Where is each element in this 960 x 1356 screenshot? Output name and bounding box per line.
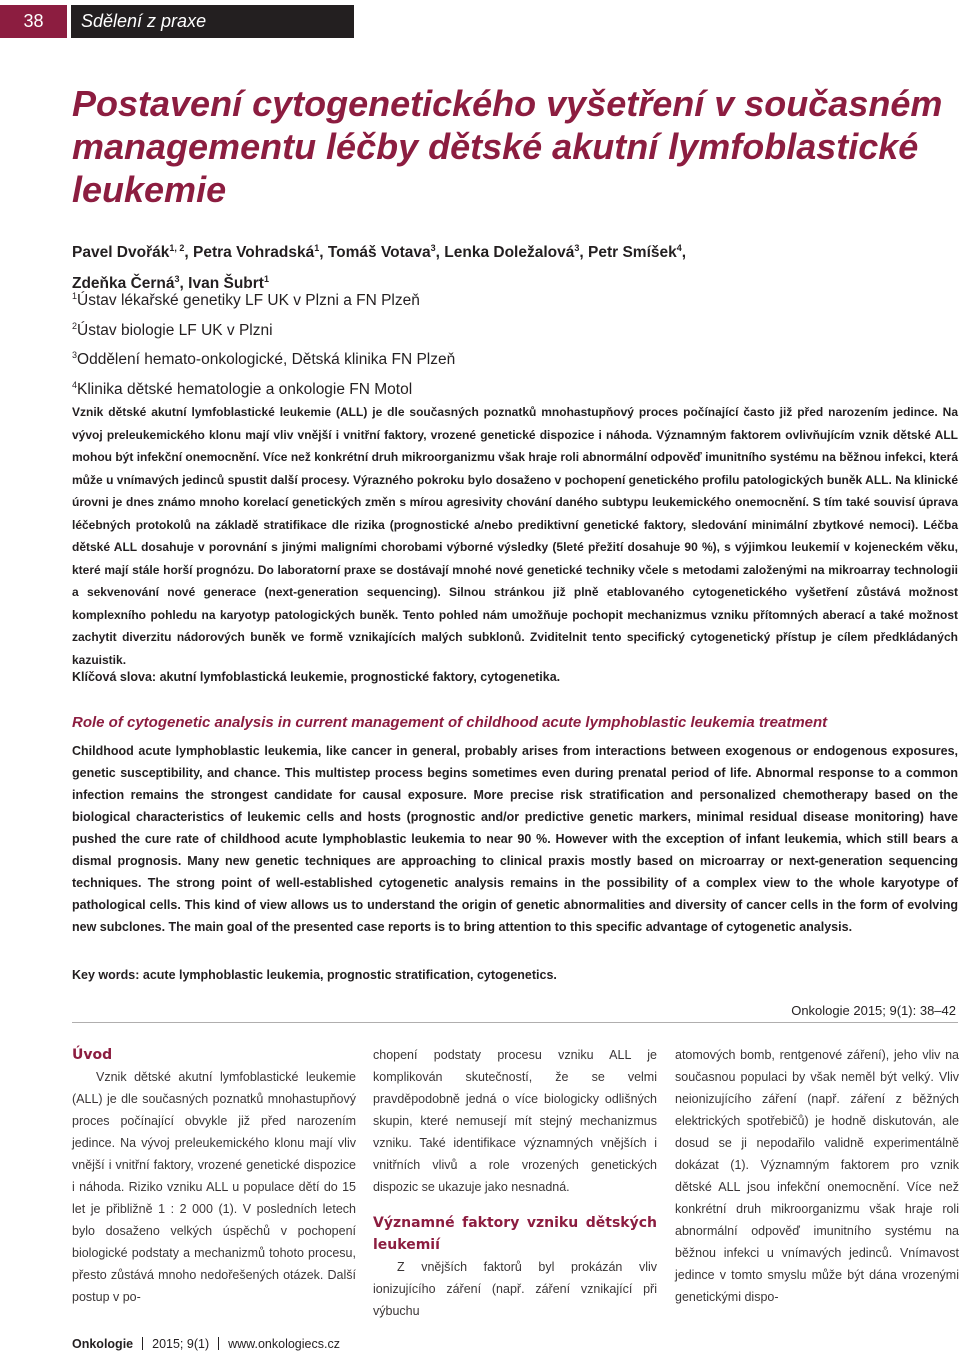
running-header [0,5,354,38]
divider [218,1337,219,1350]
section-heading: Významné faktory vzniku dětských leukemií [373,1215,657,1253]
affiliation [72,314,942,344]
author: Petra Vohradská [193,244,315,261]
citation: Onkologie 2015; 9(1): 38–42 [791,1003,956,1018]
page-number: 38 [0,5,67,38]
author-sup: 3 [430,243,436,253]
affiliation-list [72,284,942,402]
page-footer [72,1337,340,1351]
author: Lenka Doležalová [444,244,575,261]
affiliation-sup: 3 [72,350,78,360]
article-title: Postavení cytogenetického vyšetření v současném managementu léčby dětské akutní lymfoblastické leukemie [72,83,943,210]
divider [142,1337,143,1350]
abstract-czech: Vznik dětské akutní lymfoblastické leukemie (ALL) je dle současných poznatků mnohastupňový proces počínající často již před narozením jedince. Na vývoj preleukemického klonu mají vliv vnější i vnitřní faktory, vrozené genetické dispozice i náhoda. Významným faktorem ovlivňujícím vznik dětské ALL mohou být infekční onemocnění. Více než konkrétní druh mikroorganizmu však hraje roli abnormální odpověď imunitního systému na běžnou infekci, která může u vnímavých jedinců spustit další procesy. Výrazného pokroku bylo dosaženo v pochopení genetického profilu patologických buněk ALL. Na klinické úrovni je dnes známo mnoho korelací genetických změn s mírou agresivity chování daného subtypu leukemického onemocnění. S tím také souvisí úprava léčebných protokolů na základě stratifikace dle rizika (prognostické a/nebo prediktivní genetické faktory, sledování minimální zbytkové nemoci). Léčba dětské ALL dosahuje v porovnání s jinými maligními chorobami výborné výsledky (5leté přežití dosahuje 90 %), s výjimkou leukemií v kojeneckém věku, které mají stále horší prognózu. Do laboratorní praxe se dostávají mnohé nové genetické techniky včele s metodami založenými na mikroarray technologii a sekvenování nové generace (next-generation sequencing). Silnou stránkou již plně etablovaného cytogenetického vyšetření zůstává možnost komplexního pohledu na karyotyp patologických buněk. Tento pohled nám umožňuje pochopit mechanizmus vzniku přítomných aberací a také možnost zachytit diverzitu nádorových buněk ve formě vznikajících malých subklonů. Zviditelnit tento specifický cytogenetický přístup je cílem předkládaných kazuistik. [72,405,958,667]
body-column-3 [675,1044,959,1308]
divider [72,1022,958,1023]
author-sup: 4 [676,243,682,253]
section-heading: Úvod [72,1047,113,1063]
abstract-english: Childhood acute lymphoblastic leukemia, like cancer in general, probably arises from interactions between exogenous or endogenous exposures, genetic susceptibility, and chance. This multistep process begins sometimes even during prenatal period of life. Abnormal response to a common infection remains the strongest candidate for causal exposure. More precise risk stratification and personalized chemotherapy based on the biological characteristics of leukemic cells and hosts (prognostic and/or predictive genetic markers, minimal residual disease monitoring) have pushed the cure rate of childhood acute lymphoblastic leukemia to near 90 %. However with the exception of infant leukemia, which still bears a dismal prognosis. Many new genetic techniques are approaching to clinical praxis mostly based on microarray or next-generation sequencing techniques. The strong point of well-established cytogenetic analysis remains in the possibility of a complex view to the whole karyotype of pathological cells. This kind of view allows us to understand the origin of genetic abnormalities and diversity of cancer cells in the form of evolving new subclones. The main goal of the presented case reports is to bring attention to this specific advantage of cytogenetic analysis. [72,744,958,934]
affiliation-sup: 2 [72,320,78,331]
affiliation-text: Ústav lékařské genetiky LF UK v Plzni a FN Plzeň [77,292,420,309]
affiliation-sup: 4 [72,379,78,390]
author: Petr Smíšek [588,244,677,261]
author-list: Pavel Dvořák$^{1, 2}$, Petra Vohradská$^1$, Tomáš Votava$^3$, Lenka Doležalová$^3$, Petr Smíšek$^4$, Zdeňka Černá$^3$, Ivan Šubrt$^1$ [72,243,687,292]
author: Zdeňka Černá [72,275,175,292]
author-sup: 1, 2 [169,243,185,253]
affiliation [72,343,942,373]
keywords-label: Klíčová slova: [72,670,157,684]
keywords-czech [72,667,958,687]
affiliation-text: Oddělení hemato-onkologické, Dětská klinika FN Plzeň [77,351,456,368]
author: Ivan Šubrt [188,275,264,292]
author-sup: 1 [263,274,269,284]
affiliation-sup: 1 [72,291,78,301]
keywords-text: acute lymphoblastic leukemia, prognostic stratification, cytogenetics. [142,968,557,982]
issue: 2015; 9(1) [152,1337,210,1351]
body-paragraph: Z vnějších faktorů byl prokázán vliv ionizujícího záření (např. záření vznikající při výbuchu [373,1260,657,1318]
body-column-2 [373,1044,657,1322]
author: Tomáš Votava [327,244,431,261]
affiliation-text: Klinika dětské hematologie a onkologie FN Motol [77,380,413,398]
journal-name: Onkologie [72,1337,134,1351]
keywords-label: Key words: [72,968,140,982]
affiliation [72,284,942,314]
body-column-1 [72,1044,356,1308]
body-paragraph: Vznik dětské akutní lymfoblastické leukemie (ALL) je dle současných poznatků mnohastupňový proces počínající obvykle již před narozením jedince. Na vývoj preleukemického klonu mají vliv vnější i vnitřní faktory, vrozené genetické dispozice i náhoda. Riziko vzniku ALL u populace dětí do 15 let je přibližně 1 : 2 000 (1). V posledních letech bylo dosaženo velkých úspěchů v pochopení biologické podstaty a mechanizmů tohoto procesu, přesto zůstává mnoho nedořešených otázek. Další postup v po- [72,1070,356,1304]
keywords-text: akutní lymfoblastická leukemie, prognostické faktory, cytogenetika. [159,670,561,684]
english-title: Role of cytogenetic analysis in current management of childhood acute lymphoblastic leukemia treatment [72,714,828,731]
author-sup: 3 [174,274,180,284]
author-sup: 1 [314,243,320,253]
affiliation-text: Ústav biologie LF UK v Plzni [77,321,273,339]
author-sup: 3 [574,243,580,253]
body-paragraph: chopení podstaty procesu vzniku ALL je komplikován skutečností, že se velmi pravděpodobně jedná o více biologicky odlišných skupin, které nemusejí mít stejný mechanizmus vzniku. Také identifikace významných vnějších i vnitřních vlivů a role vrozených genetických dispozic se ukazuje jako nesnadná. [373,1048,657,1194]
body-paragraph: atomových bomb, rentgenové záření), jeho vliv na současnou populaci by však neměl být velký. Vliv neionizujícího záření (např. záření z běžných elektrických spotřebičů) je hodně diskutován, ale dosud se ji nepodařilo validně experimentálně dokázat (1). Významným faktorem pro vznik dětské ALL jsou infekční onemocnění. Více než konkrétní druh mikroorganizmu však hraje roli abnormální odpověď imunitního systému na běžnou infekci u vnímavých jedinců. Vnímavost jedince v tomto smyslu může být dána vrozenými genetickými dispo- [675,1048,959,1304]
section-label: Sdělení z praxe [71,5,354,38]
keywords-english [72,965,958,985]
author: Pavel Dvořák [72,244,170,261]
website-link[interactable]: www.onkologiecs.cz [228,1337,340,1351]
affiliation [72,373,942,403]
